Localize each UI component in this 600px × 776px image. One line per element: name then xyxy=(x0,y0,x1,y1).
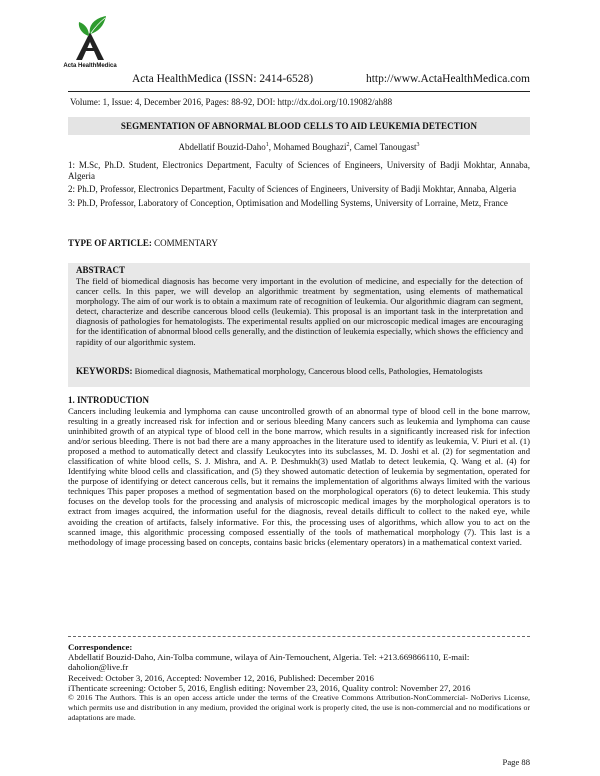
keywords-label: KEYWORDS: xyxy=(76,366,133,376)
journal-logo xyxy=(60,14,120,69)
author-sup: 2 xyxy=(346,142,350,148)
keywords xyxy=(76,366,523,376)
abstract-heading: ABSTRACT xyxy=(76,265,126,275)
article-type xyxy=(68,238,218,248)
journal-url[interactable]: http://www.ActaHealthMedica.com xyxy=(365,73,530,85)
abstract-box xyxy=(68,263,530,387)
affiliation: 1: M.Sc, Ph.D. Student, Electronics Department, Faculty of Sciences of Engineers, University of Badji Mokhtar, Annaba, Algeria xyxy=(68,160,530,182)
affiliation: 3: Ph.D, Professor, Laboratory of Conception, Optimisation and Modelling Systems, University of Lorraine, Metz, France xyxy=(68,197,508,208)
article-type-label: TYPE OF ARTICLE: xyxy=(68,238,152,248)
abstract-text: The field of biomedical diagnosis has become very important in the evolution of medicine, and especially for the detection of cancer cells. In this paper, we will develop an algorithmic treatment by segmentation, using elements of mathematical morphology. The aim of our work is to obtain a maximum rate of recognition of leukemia. Our algorithmic diagram can segment, detect, characterize and describe cancerous blood cells (leukemia). This proposal is an important task in the interpretation and diagnosis of pathologies for hematologists. The experimental results applied on our microscopic medical images are encouraging for the identification of abnormal blood cells generally, and the distinction of leukemia especially, which shows the efficiency and rapidity of our algorithmic system. xyxy=(76,276,523,347)
affiliation: 2: Ph.D, Professor, Electronics Department, Faculty of Sciences of Engineers, University of Badji Mokhtar, Annaba, Algeria xyxy=(68,184,517,195)
correspondence-text: Abdellatif Bouzid-Daho, Ain-Tolba commune, wilaya of Ain-Temouchent, Algeria. Tel: +213.669866110, E-mail: daholion@live.fr xyxy=(68,652,470,673)
author-name: Camel Tanougast xyxy=(354,142,417,152)
footer-divider xyxy=(68,636,530,637)
article-type-value: COMMENTARY xyxy=(154,238,218,248)
affiliations xyxy=(68,160,530,211)
volume-line: Volume: 1, Issue: 4, December 2016, Pages: 88-92, DOI: http://dx.doi.org/10.19082/ah88 xyxy=(70,97,393,107)
author-name: Mohamed Boughazi xyxy=(273,142,347,152)
footer xyxy=(68,642,530,723)
journal-header xyxy=(132,73,530,85)
header-rule xyxy=(68,91,530,92)
page-number: Page 88 xyxy=(502,757,530,767)
author-sup: 3 xyxy=(416,142,420,148)
correspondence-label: Correspondence: xyxy=(68,642,133,652)
keywords-text: Biomedical diagnosis, Mathematical morphology, Cancerous blood cells, Pathologies, Hematologists xyxy=(134,366,483,376)
article-title: SEGMENTATION OF ABNORMAL BLOOD CELLS TO AID LEUKEMIA DETECTION xyxy=(68,117,530,135)
dates-line: Received: October 3, 2016, Accepted: November 12, 2016, Published: December 2016 xyxy=(68,672,374,683)
license-text: © 2016 The Authors. This is an open access article under the terms of the Creative Commons Attribution-NonCommercial- NoDerivs License, which permits use and distribution in any medium, provided the original work is properly cited, the use is non-commercial and no modifications or adaptations are made. xyxy=(68,693,530,723)
journal-name: Acta HealthMedica (ISSN: 2414-6528) xyxy=(132,73,314,85)
author-sup: 1 xyxy=(265,142,269,148)
leaf-a-logo-icon xyxy=(62,14,118,62)
introduction-text: Cancers including leukemia and lymphoma can cause uncontrolled growth of an abnormal type of blood cell in the bone marrow, resulting in a greatly increased risk for infection and or serious bleeding Many cancers such as leukemia and lymphoma can cause uninhibited growth of an atypical type of blood cell in the bone marrow, which results in a significantly increased risk for infection and/or serious bleeding. There is not bad there are a many approaches in the literature used to identify as leukemia, V. Piuri et al. (1) proposed a method to automatically detect and classify Leukocytes into its subclasses, M. D. Joshi et al. (2) for segmentation and classification of white blood cells, S. J. Mishra, and A. P. Deshmukh(3) used Matlab to detect leukemia, Q. Wang et al. (4) for Identifying white blood cells and classification, and (5) they showed automatic detection of leukemia by segmentation, operated for the purpose of identifying or detect cancerous cells, but it remains the implementation of algorithms always limited with the various techniques This paper proposes a method of segmentation based on the morphological operators (6) to detect leukemia. This study focuses on the develop tools for the processing and analysis of microscopic medical images by the morphological operators is to extract from images acquired, the information useful for the diagnosis, reveal details difficult to collect to the naked eye, while avoiding the creation of artifacts, falsely informative. For this, the processing uses of algorithms, which allow you to act on the scanned image, this algorithmic processing composed essentially of the tools of mathematical morphology (7). This last is a methodology of image processing based on concepts, contains basic bricks (elementary operators) in a mathematical context varied. xyxy=(68,406,530,547)
logo-text: Acta HealthMedica xyxy=(63,63,117,69)
author-list: Abdellatif Bouzid-Daho$^1$, Mohamed Boughazi$^2$, Camel Tanougast$^3$ xyxy=(178,142,420,152)
introduction-heading: 1. INTRODUCTION xyxy=(68,395,150,405)
author-name: Abdellatif Bouzid-Daho xyxy=(178,142,266,152)
screening-line: iThenticate screening: October 5, 2016, English editing: November 23, 2016, Quality control: November 27, 2016 xyxy=(68,682,471,693)
